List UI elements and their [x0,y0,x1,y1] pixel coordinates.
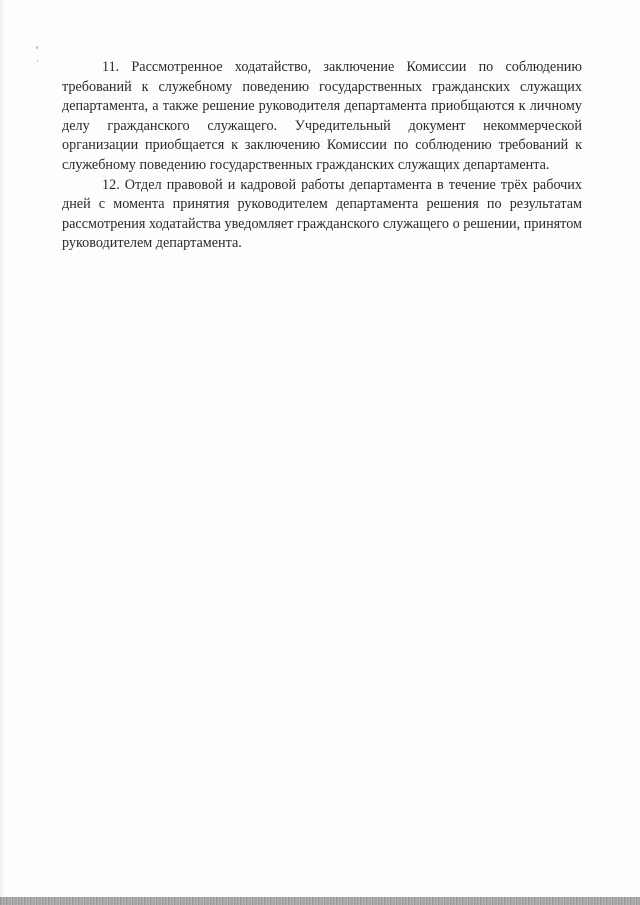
scan-speck [37,60,38,62]
scan-bottom-edge [0,897,640,905]
scan-speck [36,46,38,49]
scan-left-edge [0,0,4,905]
paragraph-12: 12. Отдел правовой и кадровой работы департамента в течение трёх рабочих дней с момента принятия руководителем департамента решения по результатам рассмотрения ходатайства уведомляет гражданского служащего о решении, принятом руководителем департамента. [62,176,582,252]
paragraph-11: 11. Рассмотренное ходатайство, заключение Комиссии по соблюдению требований к служебному поведению государственных гражданских служащих департамента, а также решение руководителя департамента приобщаются к личному делу гражданского служащего. Учредительный документ некоммерческой организации приобщается к заключению Комиссии по соблюдению требований к служебному поведению государственных гражданских служащих департамента. [62,59,582,173]
document-body [62,58,582,254]
